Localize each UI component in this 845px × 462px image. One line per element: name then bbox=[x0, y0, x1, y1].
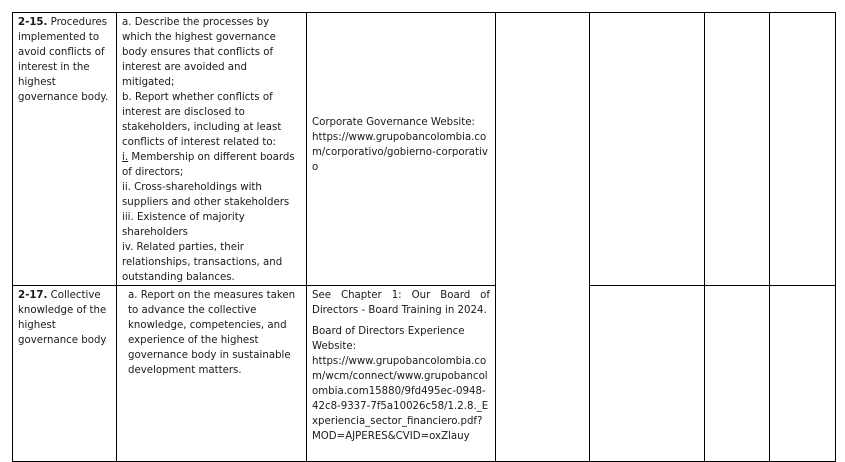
empty-cell bbox=[590, 286, 705, 462]
empty-cell bbox=[705, 13, 770, 286]
reference-label: Board of Directors Experience Website: bbox=[312, 326, 465, 352]
gri-content-table bbox=[12, 12, 836, 462]
disclosure-cell bbox=[13, 13, 117, 286]
requirement-text: Membership on different boards of directors; bbox=[122, 152, 295, 178]
disclosure-title: Procedures implemented to avoid conflicts of interest in the highest governance body. bbox=[18, 17, 109, 103]
requirement-item: ii. Cross-shareholdings with suppliers and other stakeholders bbox=[122, 182, 290, 208]
empty-cell bbox=[496, 13, 590, 462]
disclosure-cell bbox=[13, 286, 117, 462]
empty-cell bbox=[705, 286, 770, 462]
requirement-item: a. Describe the processes by which the highest governance body ensures that conflicts of interest are avoided and mitigated; bbox=[122, 17, 276, 88]
table-row bbox=[13, 13, 836, 286]
empty-cell bbox=[770, 286, 836, 462]
requirement-item: iv. Related parties, their relationships, transactions, and outstanding balances. bbox=[122, 242, 283, 283]
reference-cell bbox=[307, 286, 496, 462]
empty-cell bbox=[590, 13, 705, 286]
reference-chapter: See Chapter 1: Our Board of Directors - Board Training in 2024. bbox=[312, 290, 490, 316]
reference-link[interactable]: https://www.grupobancolombia.com/wcm/connect/www.grupobancolombia.com15880/9fd495ec-0948-42c8-9337-7f5a10026c58/1.2.8._Experiencia_sector_financiero.pdf?MOD=AJPERES&CVID=oxZlauy bbox=[312, 356, 489, 442]
table-row bbox=[13, 286, 836, 462]
requirement-cell bbox=[117, 13, 307, 286]
reference-link[interactable]: https://www.grupobancolombia.com/corporativo/gobierno-corporativo bbox=[312, 132, 488, 173]
requirement-item: b. Report whether conflicts of interest are disclosed to stakeholders, including at least conflicts of interest related to: bbox=[122, 92, 282, 148]
requirement-item: a. Report on the measures taken to advance the collective knowledge, competencies, and experience of the highest governance body in sustainable development matters. bbox=[128, 290, 296, 376]
requirement-item: iii. Existence of majority shareholders bbox=[122, 212, 245, 238]
disclosure-code: 2-15. bbox=[18, 17, 48, 28]
requirement-marker: i. bbox=[122, 152, 129, 163]
empty-cell bbox=[770, 13, 836, 286]
requirement-item bbox=[122, 150, 301, 180]
reference-cell bbox=[307, 13, 496, 286]
disclosure-code: 2-17. bbox=[18, 290, 48, 301]
requirement-cell bbox=[117, 286, 307, 462]
reference-label: Corporate Governance Website: bbox=[312, 117, 475, 128]
disclosure-title: Collective knowledge of the highest governance body bbox=[18, 290, 107, 346]
